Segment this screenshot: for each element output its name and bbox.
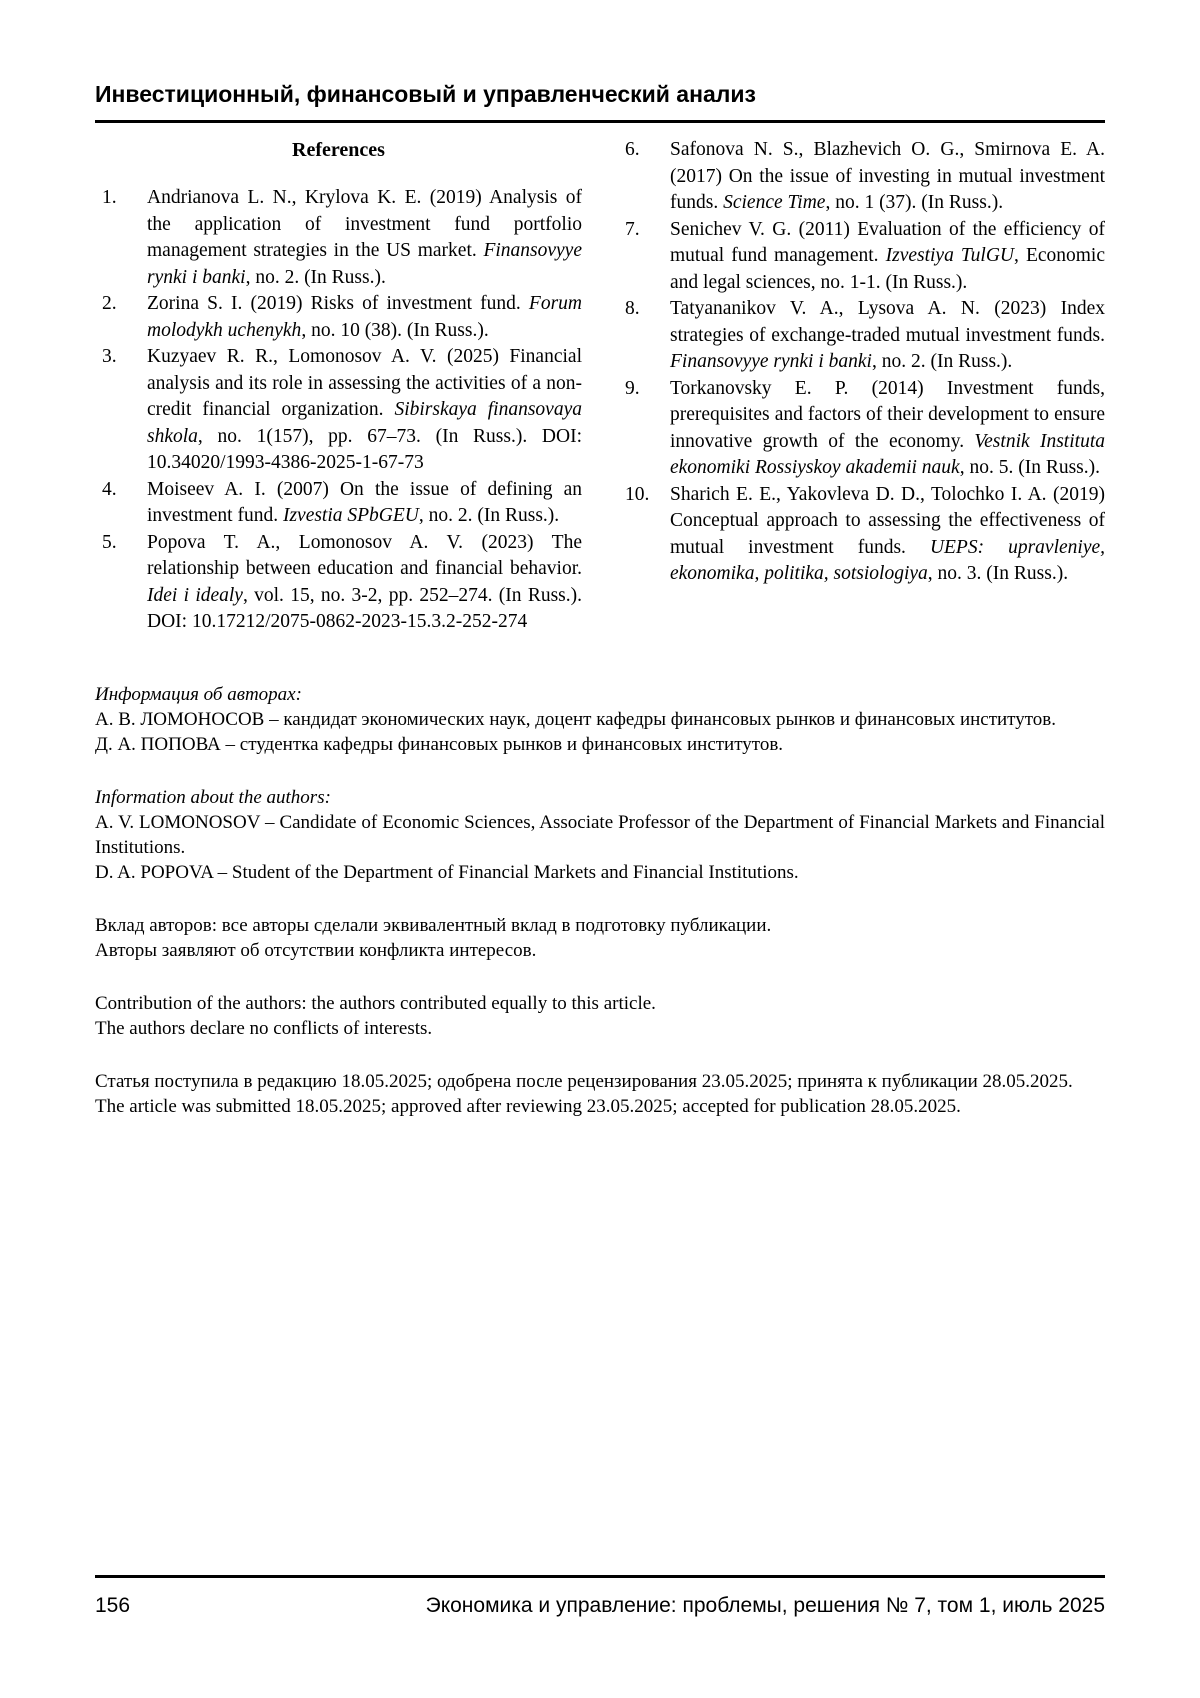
reference-text: Zorina S. I. (2019) Risks of investment fund. Forum molodykh uchenykh, no. 10 (38). (In Russ.). [147, 293, 582, 341]
author-en-popova: D. A. POPOVA – Student of the Department of Financial Markets and Financial Institutions. [95, 861, 799, 883]
authors-info-en [95, 785, 1105, 885]
article-dates [95, 1069, 1105, 1119]
conflict-ru-line: Авторы заявляют об отсутствии конфликта интересов. [95, 939, 537, 961]
reference-item [618, 137, 1105, 217]
reference-item [95, 291, 582, 344]
page-number: 156 [95, 1594, 131, 1617]
reference-number: 10. [625, 483, 650, 505]
authors-info-ru [95, 682, 1105, 757]
reference-text: Torkanovsky E. P. (2014) Investment funds, prerequisites and factors of their development to ensure innovative growth of the economy. Vestnik Instituta ekonomiki Rossiyskoy akademii nauk, no. 5. (In Russ.). [670, 377, 1105, 478]
reference-item [618, 296, 1105, 376]
reference-number: 9. [625, 377, 640, 399]
references-left-column [95, 137, 582, 636]
running-head: Инвестиционный, финансовый и управленческий анализ [95, 81, 756, 107]
author-ru-lomonosov: А. В. ЛОМОНОСОВ – кандидат экономических наук, доцент кафедры финансовых рынков и финансовых институтов. [95, 708, 1057, 730]
reference-item [618, 482, 1105, 588]
article-dates-en: The article was submitted 18.05.2025; approved after reviewing 23.05.2025; accepted for publication 28.05.2025. [95, 1095, 961, 1117]
footer [95, 1575, 1105, 1618]
reference-text: Kuzyaev R. R., Lomonosov A. V. (2025) Financial analysis and its role in assessing the activities of a non-credit financial organization. Sibirskaya finansovaya shkola, no. 1(157), pp. 67–73. (In Russ.). DOI: 10.34020/1993-4386-2025-1-67-73 [147, 346, 582, 473]
authors-info-en-heading: Information about the authors: [95, 786, 331, 808]
reference-number: 4. [102, 478, 117, 500]
header-rule [95, 120, 1105, 123]
reference-text: Safonova N. S., Blazhevich O. G., Smirnova E. A. (2017) On the issue of investing in mutual investment funds. Science Time, no. 1 (37). (In Russ.). [670, 139, 1105, 213]
reference-number: 7. [625, 218, 640, 240]
reference-number: 5. [102, 531, 117, 553]
contribution-ru [95, 913, 1105, 963]
contribution-en [95, 991, 1105, 1041]
reference-item [618, 217, 1105, 297]
reference-item [95, 477, 582, 530]
reference-number: 8. [625, 298, 640, 319]
reference-item [95, 185, 582, 291]
journal-line: Экономика и управление: проблемы, решения № 7, том 1, июль 2025 [425, 1594, 1105, 1617]
reference-number: 3. [102, 346, 117, 367]
reference-item [95, 530, 582, 636]
reference-item [95, 344, 582, 477]
article-dates-ru: Статья поступила в редакцию 18.05.2025; одобрена после рецензирования 23.05.2025; принята к публикации 28.05.2025. [95, 1070, 1073, 1092]
reference-text: Sharich E. E., Yakovleva D. D., Tolochko I. A. (2019) Conceptual approach to assessing the effectiveness of mutual investment funds. UEPS: upravleniye, ekonomika, politika, sotsiologiya, no. 3. (In Russ.). [670, 483, 1106, 584]
reference-text: Senichev V. G. (2011) Evaluation of the efficiency of mutual fund management. Izvestiya TulGU, Economic and legal sciences, no. 1-1. (In Russ.). [670, 218, 1105, 293]
author-en-lomonosov: A. V. LOMONOSOV – Candidate of Economic Sciences, Associate Professor of the Department of Financial Markets and Financial Institutions. [95, 811, 1105, 858]
reference-text: Tatyananikov V. A., Lysova A. N. (2023) Index strategies of exchange-traded mutual investment funds. Finansovyye rynki i banki, no. 2. (In Russ.). [670, 298, 1105, 372]
contribution-en-line: Contribution of the authors: the authors contributed equally to this article. [95, 992, 656, 1014]
author-ru-popova: Д. А. ПОПОВА – студентка кафедры финансовых рынков и финансовых институтов. [95, 733, 784, 755]
conflict-en-line: The authors declare no conflicts of interests. [95, 1017, 433, 1039]
references-columns [95, 137, 1105, 636]
reference-number: 2. [102, 293, 117, 314]
reference-text: Moiseev A. I. (2007) On the issue of defining an investment fund. Izvestia SPbGEU, no. 2. (In Russ.). [147, 478, 582, 526]
reference-text: Popova T. A., Lomonosov A. V. (2023) The relationship between education and financial behavior. Idei i idealy, vol. 15, no. 3-2, pp. 252–274. (In Russ.). DOI: 10.17212/2075-0862-2023-15.3.2-252-274 [147, 531, 582, 632]
references-heading: References [292, 139, 385, 161]
reference-number: 1. [102, 187, 117, 208]
reference-text: Andrianova L. N., Krylova K. E. (2019) Analysis of the application of investment fund portfolio management strategies in the US market. Finansovyye rynki i banki, no. 2. (In Russ.). [147, 187, 582, 288]
reference-item [618, 376, 1105, 482]
reference-number: 6. [625, 139, 640, 160]
references-right-column [618, 137, 1105, 636]
contribution-ru-line: Вклад авторов: все авторы сделали эквивалентный вклад в подготовку публикации. [95, 914, 772, 936]
authors-info-ru-heading: Информация об авторах: [95, 683, 302, 705]
